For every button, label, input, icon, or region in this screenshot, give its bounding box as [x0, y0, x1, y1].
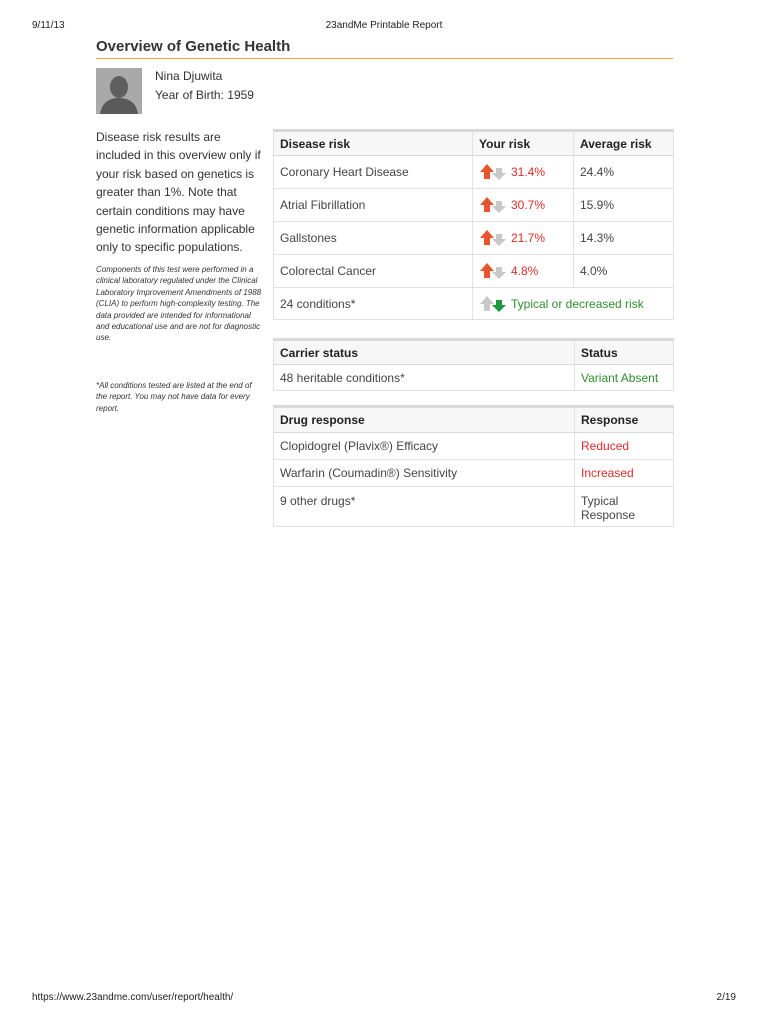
- arrow-up-icon: [480, 197, 494, 212]
- table-row: [274, 156, 674, 189]
- column-header: Carrier status: [274, 340, 575, 365]
- clia-note: Components of this test were performed in a clinical laboratory regulated under the Clinical Laboratory Improvement Amendments of 1988 (CLIA) to perform high-complexity testing. The data provided are intended for informational and educational use and are not for diagnostic use.: [96, 265, 262, 343]
- risk-arrows: [479, 229, 509, 247]
- risk-arrows: [479, 262, 509, 280]
- page-title: Overview of Genetic Health: [96, 38, 291, 55]
- column-header: Your risk: [473, 131, 574, 156]
- condition-name: Colorectal Cancer: [274, 255, 473, 288]
- column-header: Average risk: [574, 131, 674, 156]
- drug-response-value: Reduced: [575, 433, 674, 460]
- table-header-row: [274, 407, 674, 433]
- your-risk: [473, 189, 574, 222]
- condition-name: Gallstones: [274, 222, 473, 255]
- drug-response-table: [273, 405, 674, 527]
- disease-risk-table: [273, 129, 674, 320]
- print-date: 9/11/13: [32, 20, 65, 31]
- arrow-down-icon: [492, 168, 506, 180]
- person-silhouette-icon: [96, 68, 142, 114]
- table-header-row: [274, 340, 674, 365]
- condition-name: Coronary Heart Disease: [274, 156, 473, 189]
- your-risk: [473, 255, 574, 288]
- table-row: [274, 487, 674, 527]
- your-risk: [473, 222, 574, 255]
- print-header: [32, 20, 736, 34]
- table-row: [274, 255, 674, 288]
- arrow-up-icon: [480, 230, 494, 245]
- column-header: Response: [575, 407, 674, 433]
- risk-value: 31.4%: [511, 165, 546, 179]
- risk-summary: [473, 288, 674, 320]
- arrow-down-icon: [492, 267, 506, 279]
- user-year-of-birth: Year of Birth: 1959: [155, 88, 254, 102]
- carrier-status-table: [273, 338, 674, 391]
- conditions-note: *All conditions tested are listed at the end of the report. You may not have data for every report.: [96, 381, 252, 413]
- table-row: [274, 460, 674, 487]
- arrow-down-icon: [492, 234, 506, 246]
- risk-value: 21.7%: [511, 231, 546, 245]
- carrier-item: 48 heritable conditions*: [274, 365, 575, 391]
- drug-response-value: Typical Response: [575, 487, 674, 527]
- arrow-up-icon: [480, 296, 494, 311]
- risk-arrows: [479, 163, 509, 181]
- condition-name: 24 conditions*: [274, 288, 473, 320]
- drug-name: Warfarin (Coumadin®) Sensitivity: [274, 460, 575, 487]
- title-divider: [96, 58, 673, 59]
- arrow-down-icon: [492, 300, 506, 312]
- table-row: [274, 189, 674, 222]
- drug-response-value: Increased: [575, 460, 674, 487]
- drug-name: Clopidogrel (Plavix®) Efficacy: [274, 433, 575, 460]
- average-risk: 4.0%: [574, 255, 674, 288]
- table-row: [274, 433, 674, 460]
- arrow-up-icon: [480, 164, 494, 179]
- table-row: [274, 288, 674, 320]
- table-row: [274, 222, 674, 255]
- avatar: [96, 68, 142, 114]
- user-name: Nina Djuwita: [155, 69, 223, 83]
- average-risk: 24.4%: [574, 156, 674, 189]
- drug-name: 9 other drugs*: [274, 487, 575, 527]
- risk-value: 30.7%: [511, 198, 546, 212]
- carrier-status-value: Variant Absent: [575, 365, 674, 391]
- risk-value: 4.8%: [511, 264, 539, 278]
- arrow-down-icon: [492, 201, 506, 213]
- average-risk: 14.3%: [574, 222, 674, 255]
- condition-name: Atrial Fibrillation: [274, 189, 473, 222]
- page-url: https://www.23andme.com/user/report/health/: [32, 992, 234, 1003]
- page-number: 2/19: [716, 992, 736, 1003]
- average-risk: 15.9%: [574, 189, 674, 222]
- table-header-row: [274, 131, 674, 156]
- column-header: Disease risk: [274, 131, 473, 156]
- your-risk: [473, 156, 574, 189]
- table-row: [274, 365, 674, 391]
- column-header: Status: [575, 340, 674, 365]
- intro-text: Disease risk results are included in this overview only if your risk based on genetics is greater than 1%. Note that certain conditions may have genetic information applicable only to specific populations.: [96, 130, 261, 255]
- print-title: 23andMe Printable Report: [325, 20, 443, 31]
- risk-arrows: [479, 295, 509, 313]
- risk-value: Typical or decreased risk: [511, 296, 644, 311]
- print-footer: [32, 992, 736, 1006]
- risk-arrows: [479, 196, 509, 214]
- arrow-up-icon: [480, 263, 494, 278]
- column-header: Drug response: [274, 407, 575, 433]
